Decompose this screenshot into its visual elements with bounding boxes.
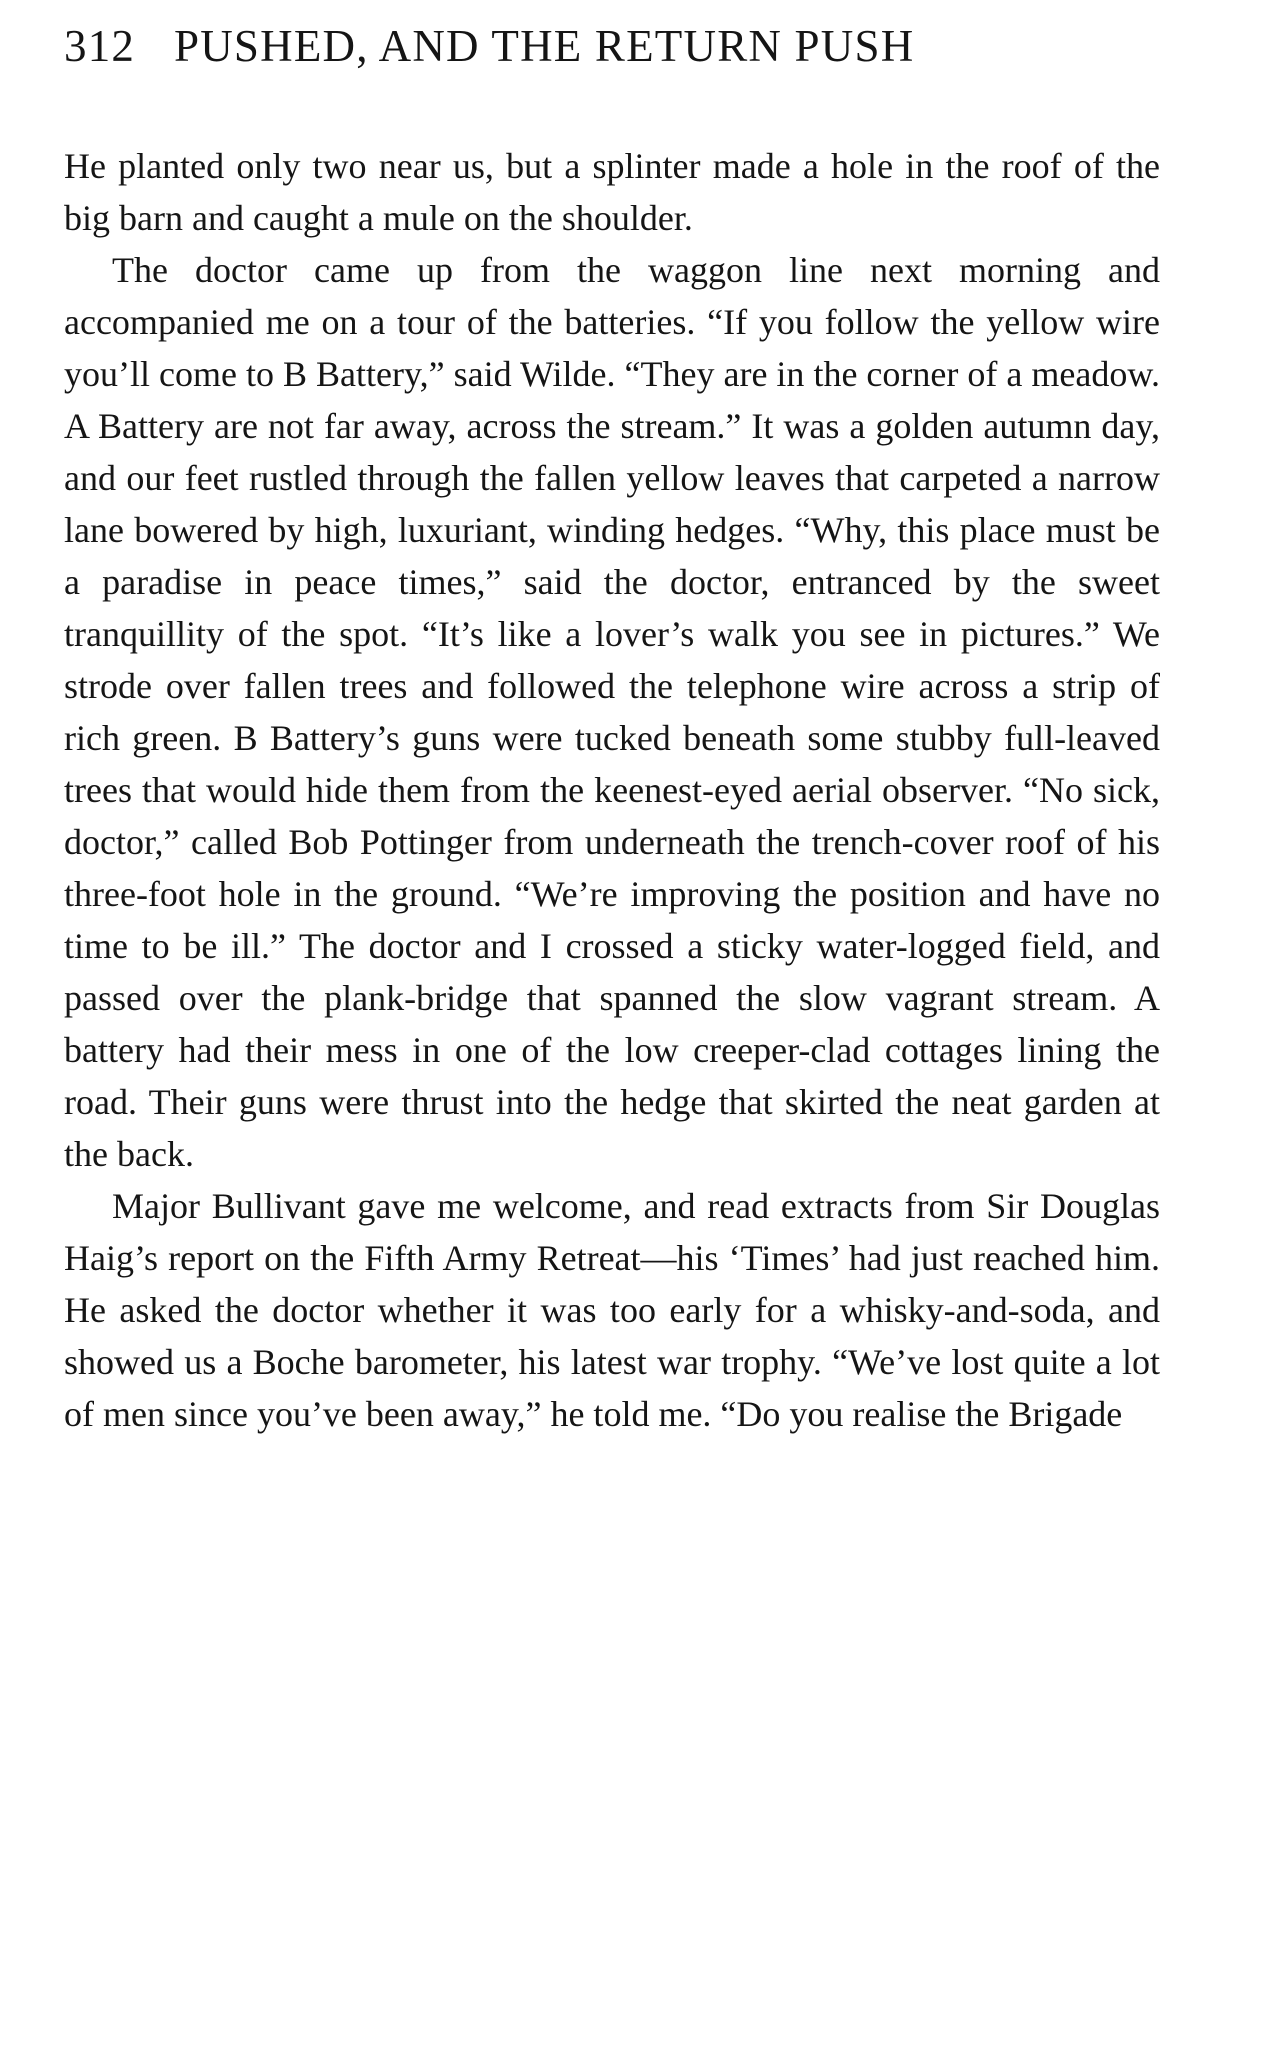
paragraph-doctor-tour: The doctor came up from the waggon line next morning and accompanied me on a tour of the batteries. “If you follow the yellow wire you’ll come to B Battery,” said Wilde. “They are in the corner of a meadow. A Battery are not far away, across the stream.” It was a golden autumn day, and our feet rustled through the fallen yellow leaves that carpeted a narrow lane bowered by high, luxuriant, winding hedges. “Why, this place must be a paradise in peace times,” said the doctor, entranced by the sweet tranquillity of the spot. “It’s like a lover’s walk you see in pictures.” We strode over fallen trees and followed the telephone wire across a strip of rich green. B Battery’s guns were tucked beneath some stubby full-leaved trees that would hide them from the keenest-eyed aerial observer. “No sick, doctor,” called Bob Pottinger from underneath the trench-cover roof of his three-foot hole in the ground. “We’re improving the position and have no time to be ill.” The doctor and I crossed a sticky water-logged field, and passed over the plank-bridge that spanned the slow vagrant stream. A battery had their mess in one of the low creeper-clad cottages lining the road. Their guns were thrust into the hedge that skirted the neat garden at the back. bbox=[64, 250, 1160, 1174]
running-head bbox=[64, 20, 1160, 84]
page-number: 312 bbox=[64, 21, 136, 71]
book-page bbox=[64, 20, 1160, 1440]
paragraph-continuation: He planted only two near us, but a splinter made a hole in the roof of the big barn and caught a mule on the shoulder. bbox=[64, 146, 1160, 238]
page-body bbox=[64, 140, 1160, 1440]
running-head-title: PUSHED, AND THE RETURN PUSH bbox=[174, 21, 915, 71]
paragraph-major-bullivant: Major Bullivant gave me welcome, and read extracts from Sir Douglas Haig’s report on the Fifth Army Retreat—his ‘Times’ had just reached him. He asked the doctor whether it was too early for a whisky-and-soda, and showed us a Boche barometer, his latest war trophy. “We’ve lost quite a lot of men since you’ve been away,” he told me. “Do you realise the Brigade bbox=[64, 1186, 1160, 1434]
